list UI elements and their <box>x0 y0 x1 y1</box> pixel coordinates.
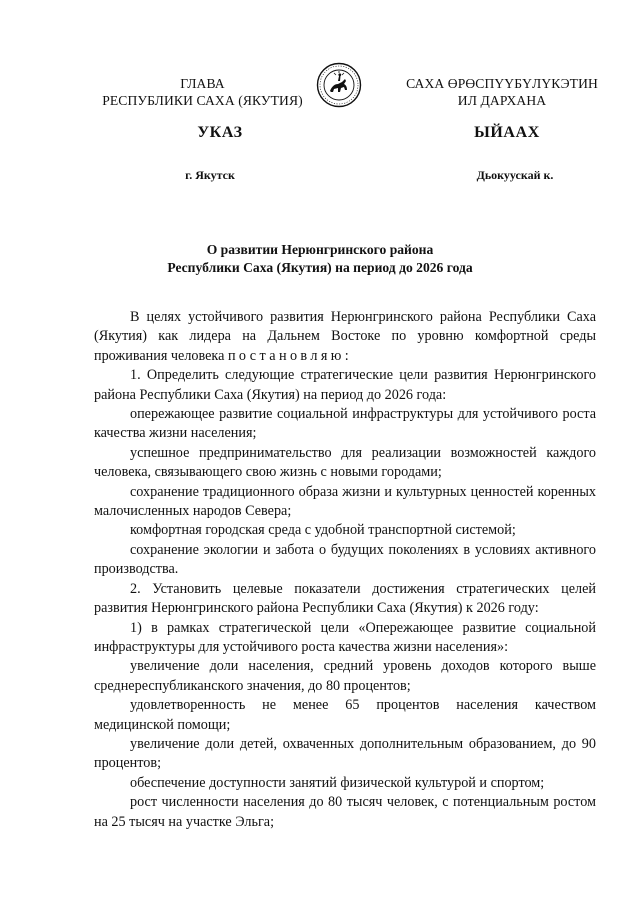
decree-paragraph: 2. Установить целевые показатели достижения стратегических целей развития Нерюнгринского района Республики Саха (Якутия) к 2026 году: <box>94 580 596 617</box>
issuer-line-1: ГЛАВА <box>180 76 225 91</box>
doc-type-ru: УКАЗ <box>197 124 243 141</box>
issuer-line-1-sakha: САХА ӨРӨСПҮҮБҮЛҮКЭТИН <box>406 76 598 91</box>
decree-paragraph: обеспечение доступности занятий физической культурой и спортом; <box>130 774 545 791</box>
decree-paragraph: увеличение доли населения, средний уровень доходов которого выше среднереспубликанского значения, до 80 процентов; <box>94 658 596 694</box>
issuer-header-sakha <box>393 75 611 109</box>
city-sakha: Дьокуускай к. <box>476 168 554 182</box>
issuer-line-2-sakha: ИЛ ДАРХАНА <box>457 93 547 108</box>
decree-body <box>94 308 596 832</box>
decree-paragraph: комфортная городская среда с удобной транспортной системой; <box>130 522 516 539</box>
decree-paragraph: сохранение экологии и забота о будущих поколениях в условиях активного производства. <box>94 541 596 578</box>
issuer-line-2: РЕСПУБЛИКИ САХА (ЯКУТИЯ) <box>102 93 303 108</box>
decree-paragraph: удовлетворенность не менее 65 процентов населения качеством медицинской помощи; <box>94 697 596 733</box>
title-line-2: Республики Саха (Якутия) на период до 2026 года <box>167 259 473 275</box>
preamble-paragraph <box>94 308 596 366</box>
issuer-header-ru <box>75 75 330 109</box>
coat-of-arms-icon <box>316 62 362 108</box>
preamble-verb: постановляю: <box>227 347 353 364</box>
decree-paragraph: 1) в рамках стратегической цели «Опережающее развитие социальной инфраструктуры для устойчивого роста качества жизни населения»: <box>94 619 596 655</box>
title-line-1: О развитии Нерюнгринского района <box>206 242 434 257</box>
decree-paragraph: увеличение доли детей, охваченных дополнительным образованием, до 90 процентов; <box>94 735 596 772</box>
decree-paragraph: 1. Определить следующие стратегические цели развития Нерюнгринского района Республики Саха (Якутия) на период до 2026 года: <box>94 367 596 403</box>
decree-paragraph: рост численности населения до 80 тысяч человек, с потенциальным ростом на 25 тысяч на участке Эльга; <box>94 794 596 830</box>
decree-paragraph: опережающее развитие социальной инфраструктуры для устойчивого роста качества жизни населения; <box>94 406 596 442</box>
doc-type-sakha: ЫЙААХ <box>474 124 540 141</box>
decree-paragraph: успешное предпринимательство для реализации возможностей каждого человека, связывающего свою жизнь с новыми городами; <box>94 444 596 481</box>
decree-paragraph: сохранение традиционного образа жизни и культурных ценностей коренных малочисленных народов Севера; <box>94 483 596 520</box>
preamble-text: В целях устойчивого развития Нерюнгринского района Республики Саха (Якутия) как лидера на Дальнем Востоке по уровню комфортной среды проживания человека <box>94 309 596 364</box>
decree-title <box>120 241 520 276</box>
city-ru: г. Якутск <box>185 168 235 182</box>
